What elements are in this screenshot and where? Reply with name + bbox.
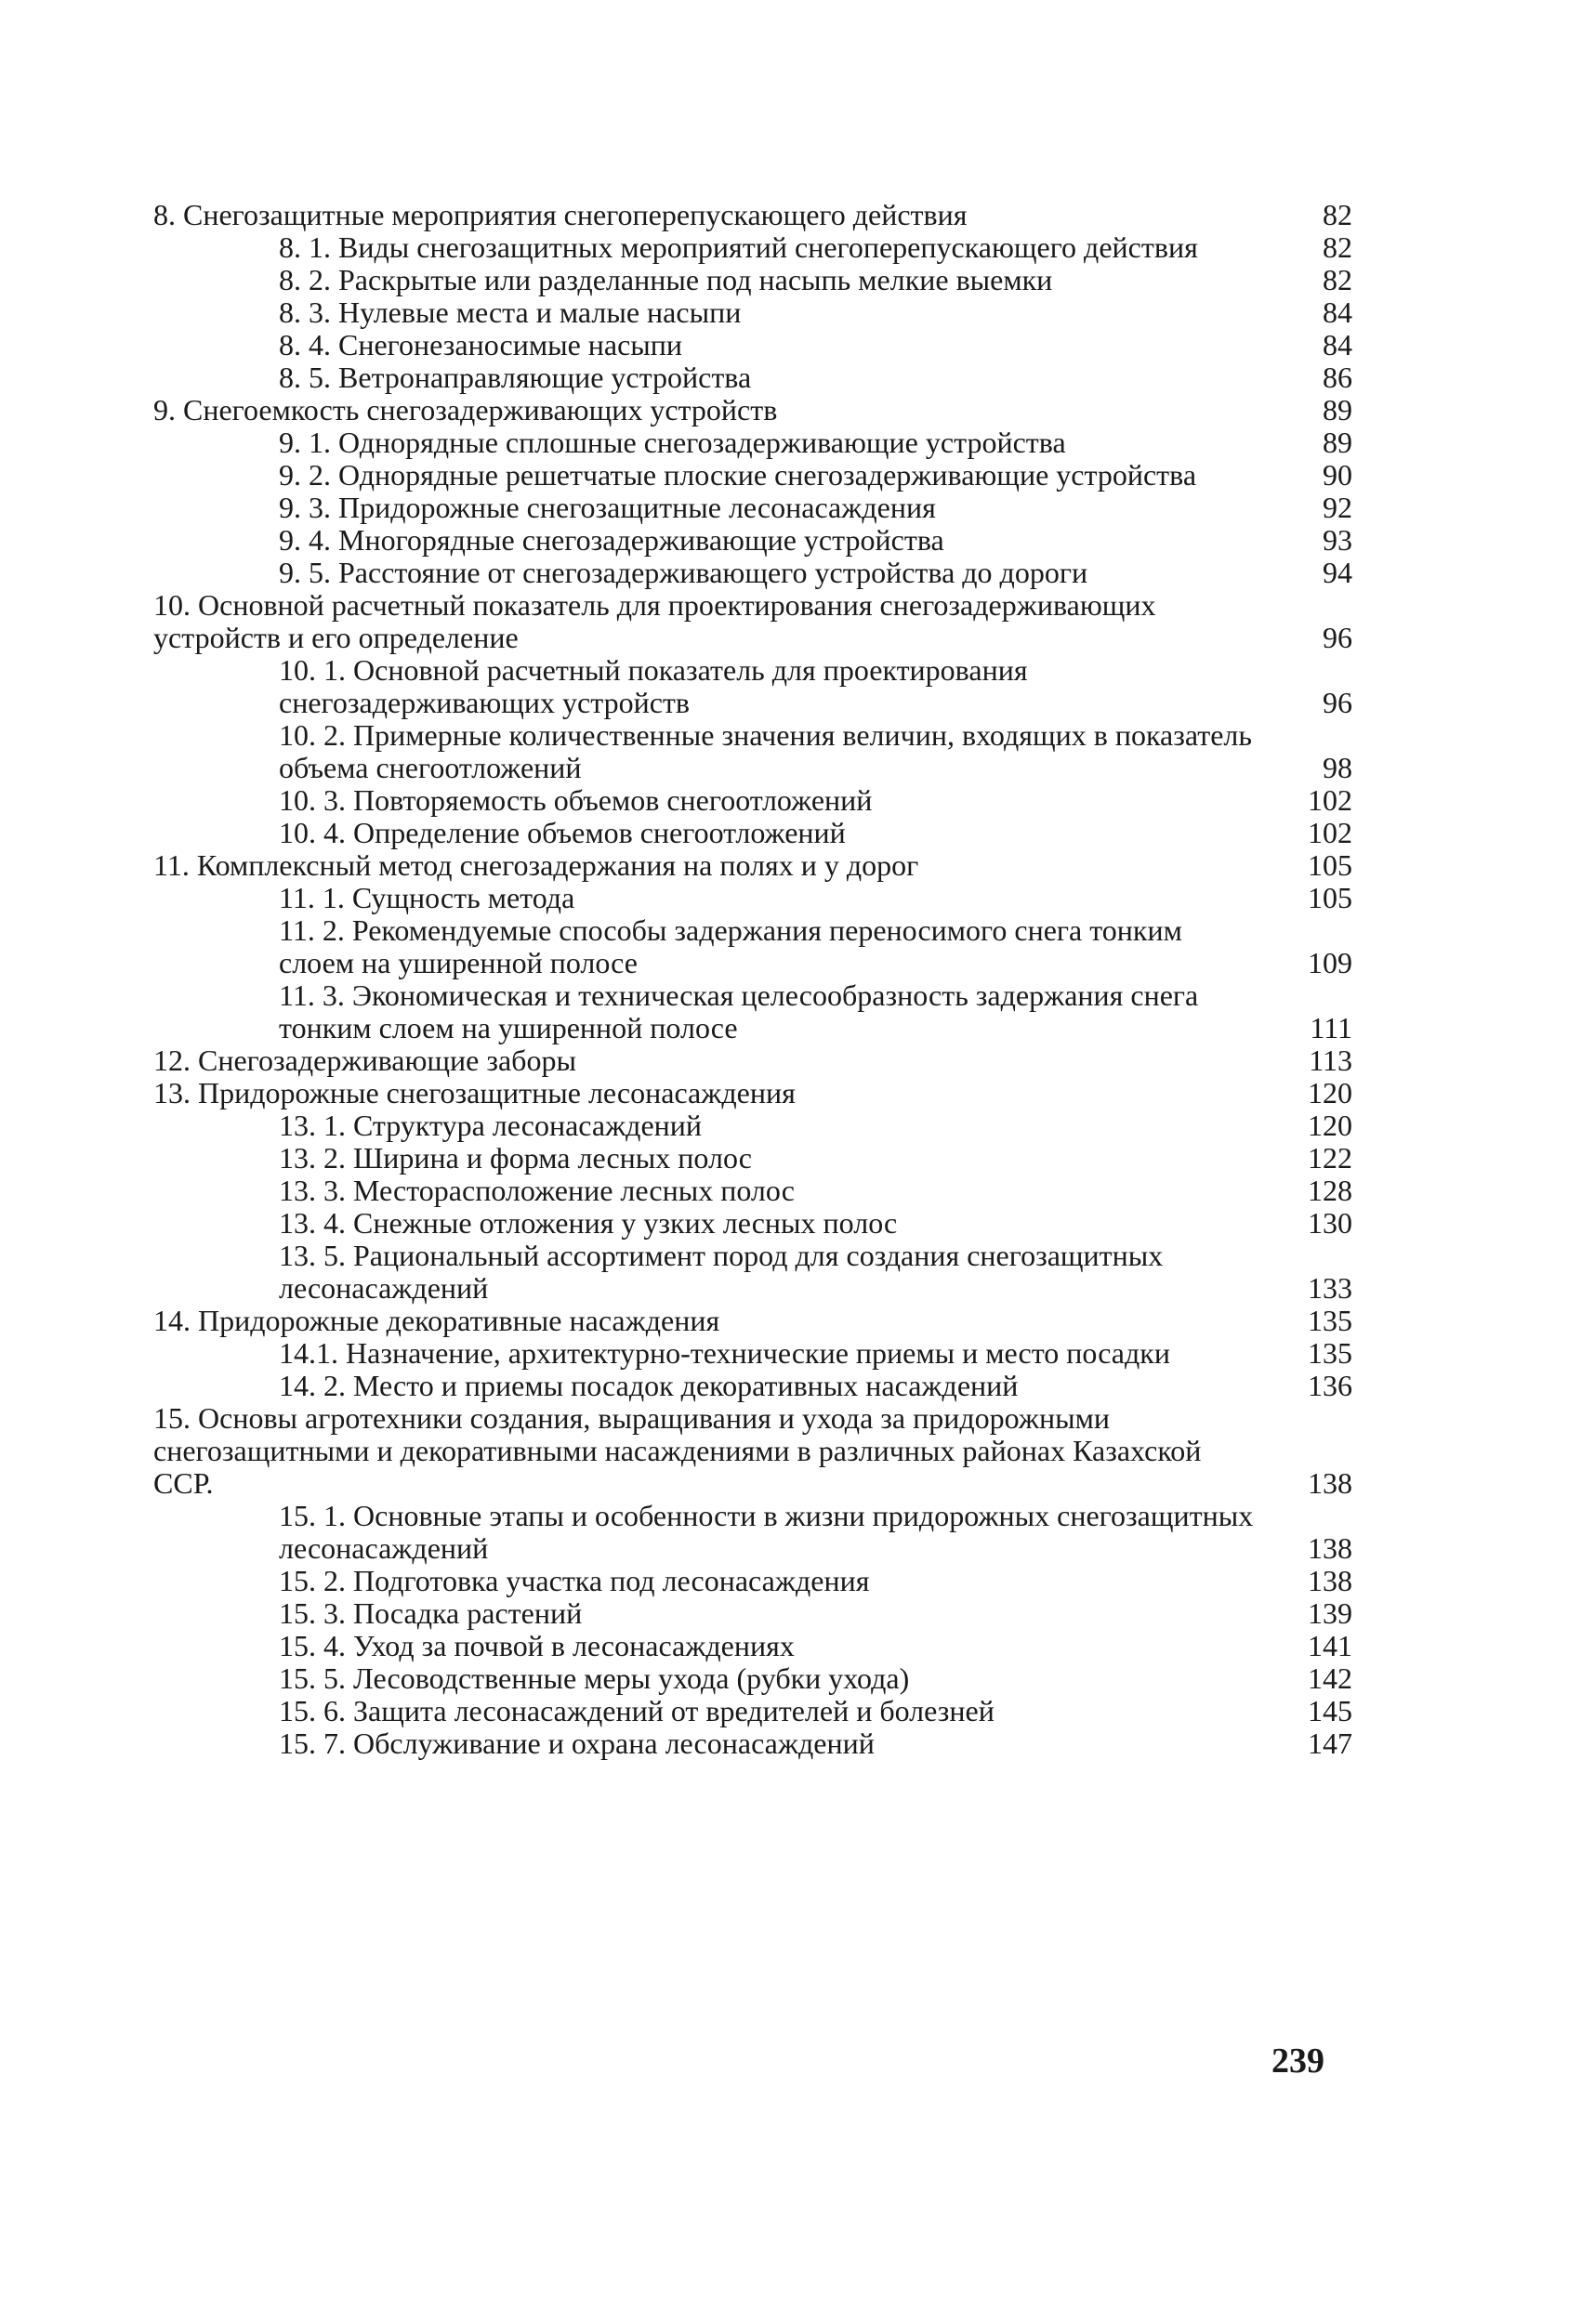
toc-entry: [153, 427, 1352, 459]
toc-entry-page: 105: [1308, 881, 1352, 914]
toc-entry-title: 13. 5. Рациональный ассортимент пород для создания снегозащитных лесонасаждений: [279, 1239, 1164, 1305]
toc-entry-title: 15. 2. Подготовка участка под лесонасаждения: [279, 1564, 870, 1597]
toc-entry: [153, 361, 1352, 394]
toc-entry-title: 10. 3. Повторяемость объемов снегоотложений: [279, 783, 873, 817]
toc-entry-page: 113: [1309, 1044, 1352, 1077]
toc-entry-title: 10. 1. Основной расчетный показатель для проектирования снегозадерживающих устройств: [279, 653, 1028, 719]
toc-entry-title: 11. Комплексный метод снегозадержания на полях и у дорог: [153, 848, 919, 882]
toc-entry-title: 13. 2. Ширина и форма лесных полос: [279, 1141, 752, 1175]
toc-entry-page: 109: [1308, 946, 1352, 979]
toc-entry-title: 8. 5. Ветронаправляющие устройства: [279, 361, 752, 394]
toc-entry-title: 11. 3. Экономическая и техническая целесообразность задержания снега тонким слоем на уширенной полосе: [279, 978, 1199, 1044]
toc-entry-page: 133: [1308, 1271, 1352, 1305]
toc-entry-page: 122: [1308, 1141, 1352, 1175]
toc-entry: [153, 1240, 1352, 1305]
toc-entry-page: 82: [1323, 198, 1352, 231]
table-of-contents: [153, 199, 1352, 1760]
toc-entry: [153, 492, 1352, 524]
toc-entry: [153, 1630, 1352, 1662]
toc-entry-page: 102: [1308, 816, 1352, 849]
toc-entry-page: 96: [1323, 686, 1352, 719]
toc-entry-page: 135: [1308, 1336, 1352, 1370]
toc-entry: [153, 1695, 1352, 1727]
toc-entry: [153, 1662, 1352, 1695]
toc-entry: [153, 459, 1352, 492]
toc-entry-page: 94: [1323, 556, 1352, 589]
toc-entry: [153, 1175, 1352, 1207]
toc-entry: [153, 589, 1352, 654]
toc-entry-page: 120: [1308, 1109, 1352, 1142]
toc-entry-page: 92: [1323, 491, 1352, 524]
toc-entry-page: 120: [1308, 1076, 1352, 1109]
toc-entry-title: 12. Снегозадерживающие заборы: [153, 1044, 576, 1077]
toc-entry: [153, 1500, 1352, 1565]
toc-entry-title: 11. 2. Рекомендуемые способы задержания переносимого снега тонким слоем на уширенной полосе: [279, 913, 1182, 979]
toc-entry-title: 8. 4. Снегонезаносимые насыпи: [279, 328, 683, 361]
toc-entry-page: 105: [1308, 848, 1352, 882]
toc-entry-title: 10. Основной расчетный показатель для проектирования снегозадерживающих устройств и его определение: [153, 588, 1156, 654]
toc-entry: [153, 979, 1352, 1044]
toc-entry-title: 9. 5. Расстояние от снегозадерживающего устройства до дороги: [279, 556, 1088, 589]
toc-entry-page: 111: [1310, 1011, 1352, 1044]
toc-entry-page: 138: [1308, 1564, 1352, 1597]
toc-entry: [153, 329, 1352, 361]
toc-entry: [153, 1109, 1352, 1142]
toc-entry-title: 8. 2. Раскрытые или разделанные под насыпь мелкие выемки: [279, 263, 1053, 296]
toc-entry-page: 138: [1308, 1531, 1352, 1565]
toc-entry-page: 142: [1308, 1661, 1352, 1695]
toc-entry-page: 147: [1308, 1727, 1352, 1760]
toc-entry-page: 96: [1323, 621, 1352, 654]
toc-entry-page: 145: [1308, 1694, 1352, 1727]
toc-entry-page: 84: [1323, 295, 1352, 329]
toc-entry: [153, 914, 1352, 979]
toc-entry-page: 93: [1323, 523, 1352, 557]
toc-entry-page: 86: [1323, 361, 1352, 394]
toc-entry-title: 9. 2. Однорядные решетчатые плоские снегозадерживающие устройства: [279, 458, 1197, 492]
toc-entry: [153, 1597, 1352, 1630]
toc-entry-title: 15. 4. Уход за почвой в лесонасаждениях: [279, 1629, 795, 1662]
toc-entry-title: 11. 1. Сущность метода: [279, 881, 575, 914]
toc-entry-page: 135: [1308, 1304, 1352, 1337]
toc-entry: [153, 231, 1352, 264]
toc-entry: [153, 524, 1352, 557]
toc-entry-title: 15. 5. Лесоводственные меры ухода (рубки ухода): [279, 1661, 910, 1695]
toc-entry-page: 82: [1323, 263, 1352, 296]
toc-entry-page: 89: [1323, 426, 1352, 459]
toc-entry-page: 130: [1308, 1206, 1352, 1240]
toc-entry-title: 14. 2. Место и приемы посадок декоративных насаждений: [279, 1369, 1019, 1402]
toc-entry-title: 10. 4. Определение объемов снегоотложений: [279, 816, 846, 849]
toc-entry-title: 14.1. Назначение, архитектурно-технические приемы и место посадки: [279, 1336, 1170, 1370]
toc-entry: [153, 1370, 1352, 1402]
toc-entry: [153, 882, 1352, 914]
toc-entry-title: 13. 4. Снежные отложения у узких лесных полос: [279, 1206, 898, 1240]
toc-entry: [153, 817, 1352, 849]
toc-entry-title: 15. Основы агротехники создания, выращивания и ухода за придорожными снегозащитными и декоративными насаждениями в различных районах Казахской ССР.: [153, 1401, 1202, 1500]
toc-entry-page: 139: [1308, 1596, 1352, 1630]
toc-entry: [153, 1337, 1352, 1370]
toc-entry: [153, 1077, 1352, 1109]
toc-entry: [153, 1727, 1352, 1760]
toc-entry: [153, 264, 1352, 296]
toc-entry-title: 15. 3. Посадка растений: [279, 1596, 583, 1630]
toc-entry: [153, 719, 1352, 784]
toc-entry: [153, 849, 1352, 882]
toc-entry-title: 15. 7. Обслуживание и охрана лесонасаждений: [279, 1727, 875, 1760]
toc-entry-page: 90: [1323, 458, 1352, 492]
toc-entry-title: 15. 6. Защита лесонасаждений от вредителей и болезней: [279, 1694, 995, 1727]
toc-entry-title: 8. 3. Нулевые места и малые насыпи: [279, 295, 742, 329]
toc-entry-title: 14. Придорожные декоративные насаждения: [153, 1304, 720, 1337]
toc-entry: [153, 1402, 1352, 1500]
toc-entry-page: 84: [1323, 328, 1352, 361]
toc-entry: [153, 1142, 1352, 1175]
toc-entry-title: 8. 1. Виды снегозащитных мероприятий снегоперепускающего действия: [279, 230, 1198, 264]
toc-entry: [153, 394, 1352, 427]
toc-entry-page: 89: [1323, 393, 1352, 427]
toc-entry-title: 9. 4. Многорядные снегозадерживающие устройства: [279, 523, 944, 557]
toc-entry: [153, 296, 1352, 329]
toc-entry-page: 98: [1323, 751, 1352, 784]
toc-entry: [153, 199, 1352, 231]
page-number: 239: [1271, 2042, 1324, 2081]
toc-entry-title: 9. 3. Придорожные снегозащитные лесонасаждения: [279, 491, 936, 524]
toc-entry: [153, 1044, 1352, 1077]
toc-entry-page: 128: [1308, 1174, 1352, 1207]
toc-entry: [153, 1305, 1352, 1337]
toc-entry-title: 8. Снегозащитные мероприятия снегоперепускающего действия: [153, 198, 968, 231]
toc-entry-title: 13. 3. Месторасположение лесных полос: [279, 1174, 795, 1207]
toc-entry-page: 82: [1323, 230, 1352, 264]
toc-entry-title: 9. Снегоемкость снегозадерживающих устройств: [153, 393, 778, 427]
toc-entry-title: 15. 1. Основные этапы и особенности в жизни придорожных снегозащитных лесонасаждений: [279, 1499, 1254, 1565]
toc-entry-title: 13. 1. Структура лесонасаждений: [279, 1109, 703, 1142]
toc-entry-page: 102: [1308, 783, 1352, 817]
toc-entry: [153, 654, 1352, 719]
toc-entry-title: 13. Придорожные снегозащитные лесонасаждения: [153, 1076, 796, 1109]
toc-entry: [153, 784, 1352, 817]
toc-entry: [153, 1565, 1352, 1597]
toc-entry-page: 138: [1308, 1466, 1352, 1500]
toc-entry: [153, 1207, 1352, 1240]
toc-entry-title: 9. 1. Однорядные сплошные снегозадерживающие устройства: [279, 426, 1066, 459]
toc-entry: [153, 557, 1352, 589]
toc-entry-page: 136: [1308, 1369, 1352, 1402]
toc-entry-title: 10. 2. Примерные количественные значения величин, входящих в показатель объема снегоотложений: [279, 718, 1252, 784]
toc-entry-page: 141: [1308, 1629, 1352, 1662]
